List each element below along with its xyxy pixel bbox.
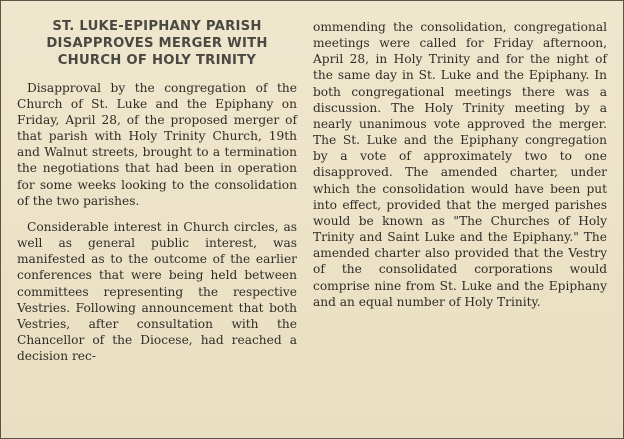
paragraph-2: Considerable interest in Church circles, as well as general public interest, was manifested as to the outcome of the earlier conferences that were being held between committees representing the respective Vestries. Following announcement that both Vestries, after consultation with the Chancellor of the Diocese, had reached a decision rec- (17, 219, 297, 364)
paragraph-continuation: ommending the consolidation, congregational meetings were called for Friday afternoon, April 28, in Holy Trinity and for the night of the same day in St. Luke and the Epiphany. In both congregational meetings there was a discussion. The Holy Trinity meeting by a nearly unanimous vote approved the merger. The St. Luke and the Epiphany congregation by a vote of approximately two to one disapproved. The amended charter, under which the consolidation would have been put into effect, provided that the merged parishes would be known as "The Churches of Holy Trinity and Saint Luke and the Epiphany." The amended charter also provided that the Vestry of the consolidated corporations would comprise nine from St. Luke and the Epiphany and an equal number of Holy Trinity. (313, 20, 607, 309)
headline-line-3: CHURCH OF HOLY TRINITY (57, 52, 257, 68)
paragraph-1: Disapproval by the congregation of the Church of St. Luke and the Epiphany on Friday, April 28, of the proposed merger of that parish with Holy Trinity Church, 19th and Walnut streets, brought to a termination the negotiations that had been in operation for some weeks looking to the consolidation of the two parishes. (17, 80, 297, 208)
right-column (313, 19, 607, 434)
headline-line-2: DISAPPROVES MERGER WITH (46, 35, 268, 51)
article (17, 19, 607, 434)
left-column (17, 19, 297, 434)
headline-line-1: ST. LUKE-EPIPHANY PARISH (52, 19, 262, 34)
headline (17, 19, 297, 70)
